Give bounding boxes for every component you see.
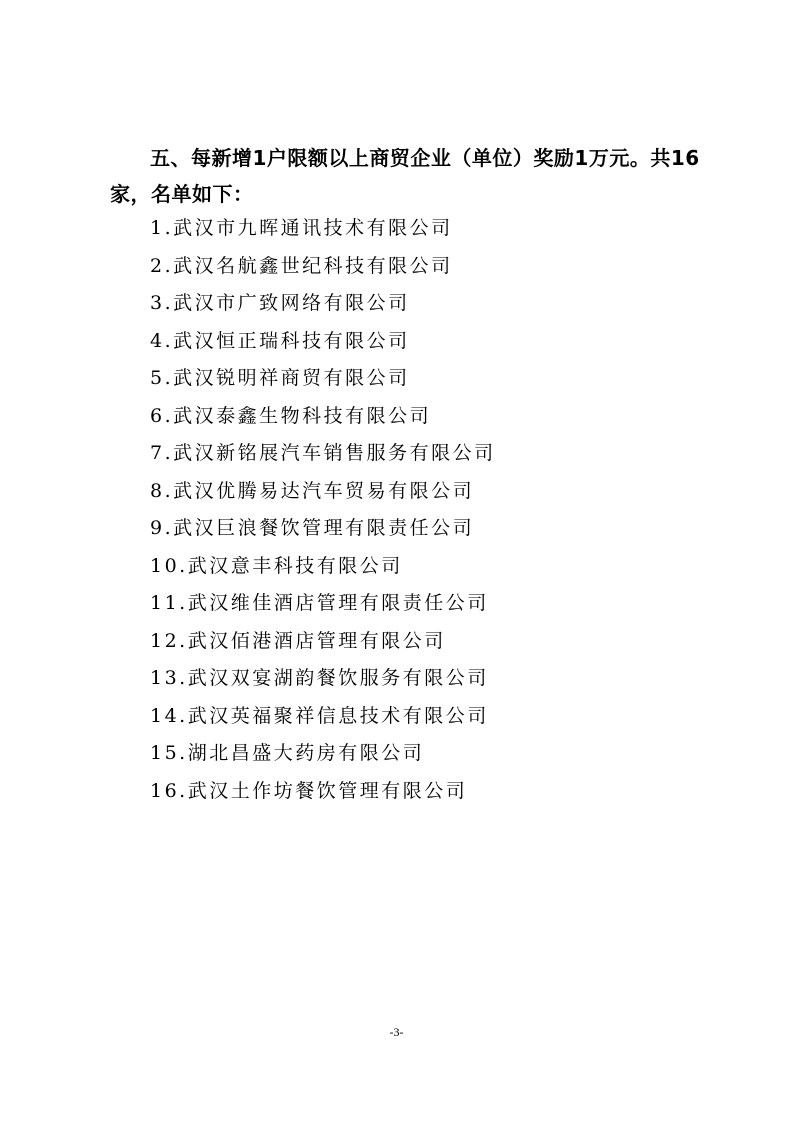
list-item: 7.武汉新铭展汽车销售服务有限公司 <box>150 442 496 464</box>
list-item: 16.武汉土作坊餐饮管理有限公司 <box>150 779 468 802</box>
list-item: 4.武汉恒正瑞科技有限公司 <box>150 329 410 352</box>
list-item: 11.武汉维佳酒店管理有限责任公司 <box>150 592 489 614</box>
list-item: 10.武汉意丰科技有限公司 <box>150 554 403 577</box>
list-item: 9.武汉巨浪餐饮管理有限责任公司 <box>150 517 475 539</box>
list-item: 8.武汉优腾易达汽车贸易有限公司 <box>150 479 475 502</box>
section-heading: 五、每新增1户限额以上商贸企业（单位）奖励1万元。共16家，名单如下： <box>110 146 700 206</box>
list-item: 15.湖北昌盛大药房有限公司 <box>150 742 425 764</box>
list-item: 3.武汉市广致网络有限公司 <box>150 292 410 314</box>
list-item: 6.武汉泰鑫生物科技有限公司 <box>150 404 432 427</box>
list-item: 14.武汉英福聚祥信息技术有限公司 <box>150 704 489 727</box>
list-item: 13.武汉双宴湖韵餐饮服务有限公司 <box>150 667 489 689</box>
list-item: 1.武汉市九晖通讯技术有限公司 <box>150 217 453 239</box>
list-item: 2.武汉名航鑫世纪科技有限公司 <box>150 254 453 277</box>
page-number: -3- <box>389 1025 404 1039</box>
list-item: 5.武汉锐明祥商贸有限公司 <box>150 367 410 389</box>
company-list <box>150 210 496 810</box>
list-item: 12.武汉佰港酒店管理有限公司 <box>150 629 446 652</box>
